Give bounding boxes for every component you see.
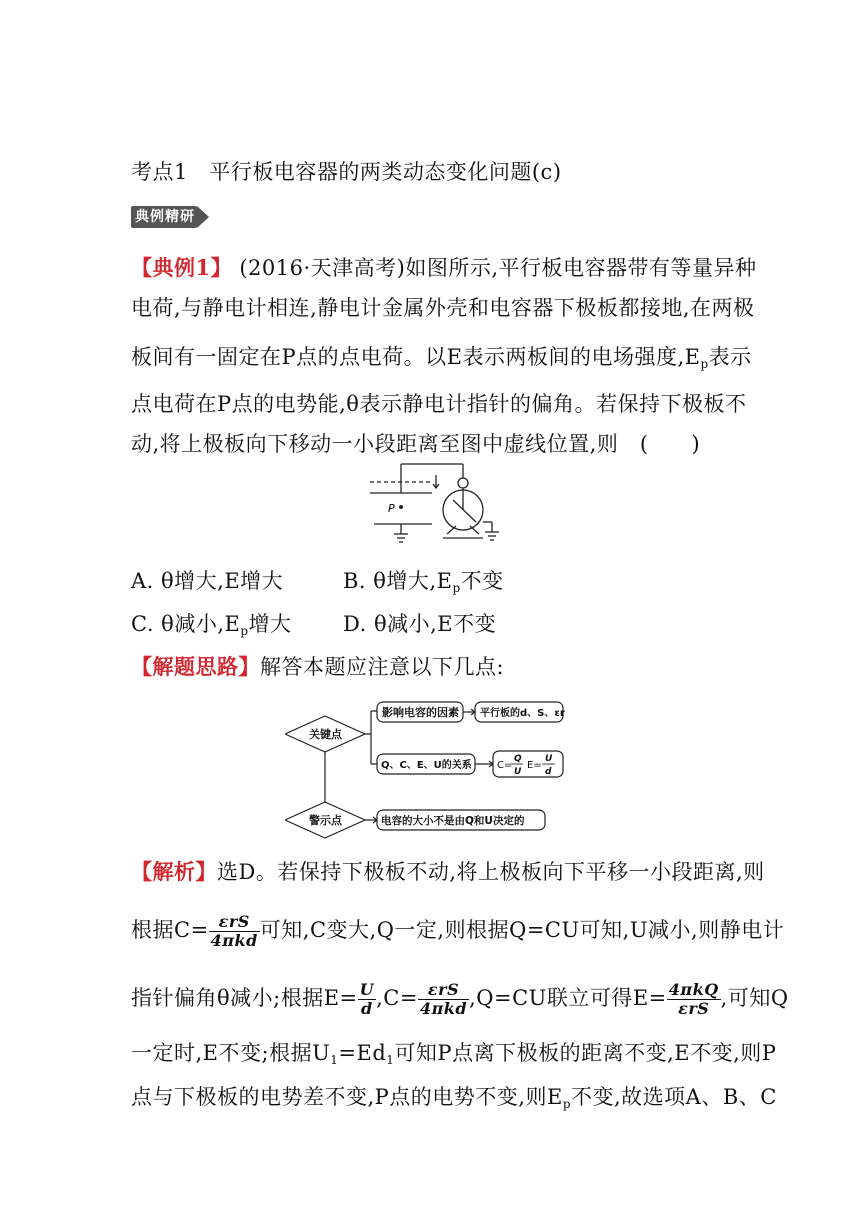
example-line-5: 动,将上极板向下移动一小段距离至图中虚线位置,则 ( ) [131,432,701,456]
example-line-1 [131,253,757,283]
frac-res-num: 4πkQ [668,980,719,999]
analysis-text-2-pre: 根据C= [131,918,209,942]
analysis-text-3-mid2: ,Q=CU联立可得E= [469,986,667,1010]
result-fraction [667,981,721,1018]
example-text-1: (2016·天津高考)如图所示,平行板电容器带有等量异种 [239,256,757,280]
frac-e-den: d [361,999,373,1018]
option-c-post: 增大 [248,612,292,636]
analysis-text-3-pre: 指针偏角θ减小;根据E= [131,986,358,1010]
analysis-text-5-pre: 点与下极板的电势差不变,P点的电势不变,则E [131,1085,563,1109]
relation-label: Q、C、E、U的关系 [381,760,472,771]
analysis-tag: 【解析】 [131,859,217,884]
frac-c2-num: εrS [418,981,469,1000]
option-b-pre: B. θ增大,E [343,569,453,593]
d1-subscript: 1 [386,1053,395,1067]
option-b-sub: p [452,581,461,595]
analysis-text-4: 一定时,E不变;根据U [131,1041,331,1065]
example-line-4: 点电荷在P点的电势能,θ表示静电计指针的偏角。若保持下极板不 [131,392,747,416]
option-b-post: 不变 [460,569,504,593]
point-p-label: P [388,502,395,515]
option-c-pre: C. θ减小,E [131,612,241,636]
analysis-line-2 [131,913,784,950]
analysis-text-3-post: ,可知Q [720,986,789,1010]
example-line-3 [131,342,752,379]
factors-label: 影响电容的因素 [382,706,459,719]
example-tag: 【典例1】 [131,255,233,280]
field-fraction [358,981,376,1018]
analysis-text-2-post: 可知,C变大,Q一定,则根据Q=CU可知,U减小,则静电计 [259,918,785,942]
analysis-line-1 [131,857,765,887]
option-b [343,566,504,603]
warn-point-label: 警示点 [309,814,342,827]
frac-c-num: εrS [209,913,260,932]
factors-detail-label: 平行板的d、S、εr [480,708,565,719]
thinking-tag: 【解题思路】 [131,654,260,679]
analysis-line-3 [131,981,789,1018]
formula-e-den: d [545,767,552,777]
analysis-text-3-mid1: ,C= [376,986,418,1010]
capacitor-circuit-figure [360,460,510,548]
formula-c-den: U [514,767,522,777]
formula-c-prefix: C= [497,760,513,771]
u1-subscript: 1 [330,1053,339,1067]
frac-c-den: 4πkd [210,931,258,950]
mindmap-diagram [285,698,575,844]
example-line-2: 电荷,与静电计相连,静电计金属外壳和电容器下极板都接地,在两极 [131,296,755,320]
option-c [131,609,292,646]
frac-c2-den: 4πkd [419,999,468,1018]
option-d: D. θ减小,E不变 [343,612,497,636]
frac-res-den: εrS [678,999,710,1018]
formula-e-num: U [545,754,553,764]
formula-c-num: Q [514,754,522,764]
ep-subscript: p [700,357,709,371]
key-point-label: 关键点 [309,728,342,741]
analysis-line-5 [131,1082,777,1119]
option-a: A. θ增大,E增大 [131,569,284,593]
analysis-text-4-post: 可知P点离下极板的距离不变,E不变,则P [394,1041,777,1065]
section-heading: 考点1 平行板电容器的两类动态变化问题(c) [131,160,562,184]
example-text-3: 板间有一固定在P点的点电荷。以E表示两板间的电场强度,E [131,345,701,369]
analysis-text-5-post: 不变,故选项A、B、C [571,1085,777,1109]
analysis-line-4 [131,1038,776,1075]
warning-label: 电容的大小不是由Q和U决定的 [381,815,525,827]
formula-e-prefix: E= [527,760,542,771]
ep-subscript-2: p [562,1097,571,1111]
frac-e-num: U [359,980,375,999]
example-badge: 典例精研 [131,206,197,228]
example-text-3-tail: 表示 [708,345,752,369]
analysis-text-1: 选D。若保持下极板不动,将上极板向下平移一小段距离,则 [217,860,765,884]
analysis-text-4-mid: =Ed [338,1041,387,1065]
thinking-line [131,652,504,682]
capacitance-fraction-2 [418,981,469,1018]
thinking-text: 解答本题应注意以下几点: [260,655,505,679]
capacitance-fraction [209,913,260,950]
option-c-sub: p [240,624,249,638]
